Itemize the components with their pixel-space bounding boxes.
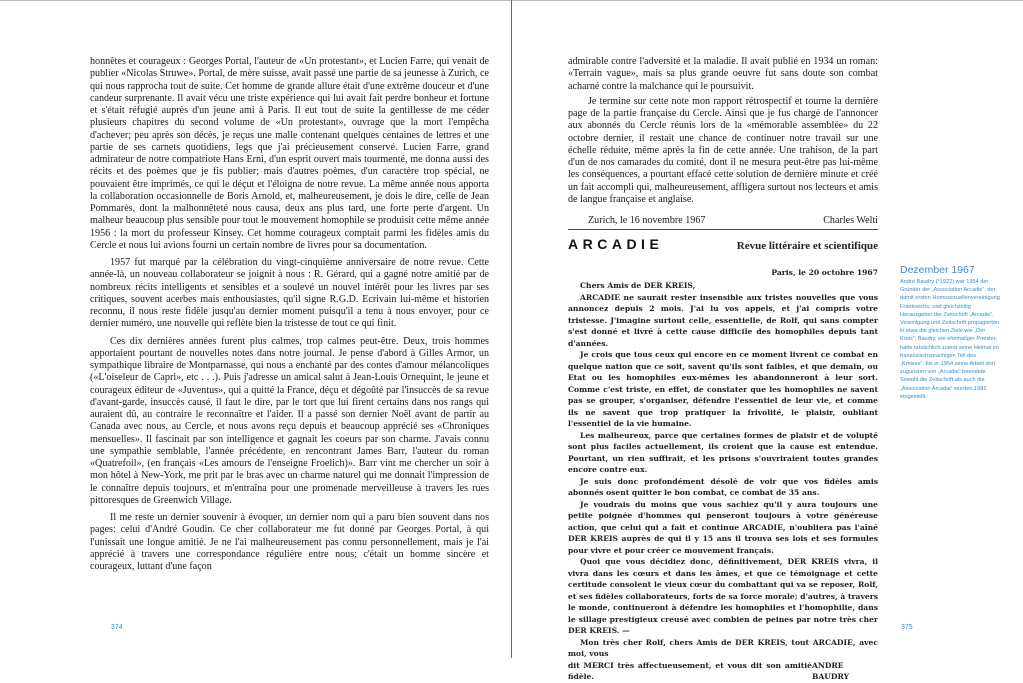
letter-brand: ARCADIE [568, 236, 664, 252]
letter-salutation: Chers Amis de DER KREIS, [580, 281, 696, 290]
paragraph: 1957 fut marqué par la célébration du vingt-cinquième anniversaire de notre revue. Cette année-là, un nouveau collaborateur se joignit à nous : R. Gérard, qui a gagné notre amitié par de nombreux récits intelligents et sensibles et a soulevé un nouvel intérêt pour les livres par ses critiques, souvent acerbes mais enthousiastes, qu'il signe R.G.D. Ecrivain lui-même et historien reconnu, il nous reste fidèle jusqu'au dernier moment puisqu'il a tenu à nous envoyer, pour ce dernier numéro, une nouvelle qui reflète bien la tristesse de tout ce qui finit. [90, 257, 489, 330]
letter-paragraph: Quoi que vous décidiez donc, définitivement, DER KREIS vivra, il vivra dans les cœurs et dans les âmes, et que ce témoignage et cette certitude consolent le vieux cœur du combattant qui va se reposer, Rolf, et ses fidèles collaborateurs, forts de sa force morale; d'autres, à travers le monde, continueront à défendre les homophiles et l'homophilie, dans le sillage prestigieux creusé avec combien de peines par notre très cher DER KREIS. — [568, 557, 878, 635]
arcadie-letter [568, 229, 878, 683]
right-page-text [568, 56, 878, 227]
signoff-place-date: Zurich, le 16 novembre 1967 [588, 215, 706, 226]
margin-note [900, 264, 1000, 401]
page-number-right: 375 [901, 624, 913, 631]
letter-paragraph: ARCADIE ne saurait rester insensible aux tristes nouvelles que vous annoncez depuis 2 mois. J'ai lu vos appels, et j'ai compris votre tristesse. J'imagine surtout celle, essentielle, de Rolf, qui sans compter s'est donné et livré à cette cause difficile des homophiles depuis tant d'années. [568, 292, 878, 348]
paragraph: admirable contre l'adversité et la maladie. Il avait publié en 1934 un roman: «Terrain vague», mais sa plus grande oeuvre fut sans doute son combat acharné contre la malchance qui le poursuivit. [568, 56, 878, 92]
letter-tagline: Revue littéraire et scientifique [736, 240, 878, 252]
letter-closing: Mon très cher Rolf, chers Amis de DER KREIS, tout ARCADIE, avec moi, vous [568, 637, 878, 658]
margin-note-body: André Baudry (*1922) war 1954 der Gründer der „Association Arcadie“, der damit ersten Homosexuellenvereinigung Frankreichs, und gleichzeitig Herausgeber der Zeitschrift „Arcadie“. Vereinigung und Zeitschrift propagierten in etwa die gleichen Ziele wie „Der Kreis“; Baudry, ein ehemaliger Priester, hatte tatsächlich zuerst seine Heimat im französischsprachigen Teil des „Kreises“, bis er 1954 seine Arbeit dort zugunsten von „Arcadie“ beendete. Sowohl die Zeitschrift als auch die „Association Arcadie“ wurden 1982 eingestellt. [900, 279, 1000, 400]
letter-paragraph: Les malheureux, parce que certaines formes de plaisir et de volupté sont plus faciles actuellement, ils croient que la cause est entendue. Pourtant, un rien suffirait, et les prisons s'ouvriraient toutes grandes encore contre eux. [568, 430, 878, 474]
book-gutter [511, 0, 512, 658]
letter-closing-line: dit MERCI très affectueusement, et vous dit son amitié fidèle. [568, 660, 812, 681]
letter-signature: ANDRE BAUDRY [811, 660, 849, 681]
letter-closing-final [568, 660, 878, 683]
paragraph: Je termine sur cette note mon rapport rétrospectif et tourne la dernière page de la partie française du Cercle. Ainsi que je fus chargé de l'annoncer aux abonnés du Cercle réunis lors de la «mémorable assemblée» du 22 octobre dernier, il restait une chance de continuer notre travail sur une échelle réduite, même après la fin de cette année. Une trahison, de la part d'un de nos camarades du comité, dont il ne mesura peut-être pas lui-même les conséquences, a pourtant effacé cette solution de dernière minute et créé un fait accompli qui, malheureusement, affligera surtout nos lecteurs et amis de langue française et anglaise. [568, 95, 878, 205]
letter-paragraph: Je crois que tous ceux qui encore en ce moment livrent ce combat en quelque nation que ce soit, savent qu'ils sont faibles, et que demain, ou Etat ou les homophiles eux-mêmes les abandonneront à leur sort. Comme c'est triste, en effet, de constater que les homophiles ne savent pas se grouper, s'organiser, défendre l'essentiel de leur vie, et comme ils ne savent que trop pratiquer la frivolité, le plaisir, oubliant l'essentiel de la vie humaine. [568, 350, 878, 428]
letter-header [568, 236, 878, 253]
letter-paragraph: Je suis donc profondément désolé de voir que vos fidèles amis abonnés osent quitter le bon combat, ce combat de 35 ans. [568, 476, 878, 497]
signoff-author: Charles Welti [823, 215, 878, 226]
page-number-left: 374 [111, 624, 123, 631]
letter-date: Paris, le 20 octobre 1967 [771, 267, 878, 277]
left-page-text [90, 56, 489, 573]
paragraph: Ces dix dernières années furent plus calmes, trop calmes peut-être. Deux, trois hommes apportaient pourtant de nouvelles notes dans notre journal. Je pense d'abord à Gilles Armor, un sympathique libraire de Montparnasse, qui nous a enchanté par des contes d'amour mélancoliques («L'oiseleur de Capri», etc . . .). Puis j'adresse un amical salut à Jean-Louis Ornequint, le jeune et courageux éditeur de «Juventus», qui a quitté la France, déçu et dégoûté par l'insuccès de sa revue d'avant-garde, insuccès causé, il faut le dire, par le tort que lui firent certains dans nos rangs qui auraient dû, au contraire le reconnaître et l'aider. Il a passé son dernier Noël avant de partir au Canada avec nous, au Cercle, et nous avons reçu depuis et beaucoup apprécié ses «Chroniques mensuelles». Il fascinait par son intelligence et gagnait les coeurs par son charme. J'avais connu une sympathie semblable, l'année précédente, en rencontrant James Barr, l'auteur du roman «Quatrefoil», (en français «Les amours de l'enseigne Froelich)». Barr vint me chercher un soir à mon hôtel à New-York, me prit par le bras avec un charme naturel qui me donnait l'impression de le connaître depuis toujours, et m'entraîna pour une promenade merveilleuse à travers les rues pittoresques de Greenwich Village. [90, 335, 489, 506]
paragraph: Il me reste un dernier souvenir à évoquer, un dernier nom qui a paru bien souvent dans nos pages: celui d'André Goudin. Ce cher collaborateur me fut donné par Georges Portal, à qui l'unissait une longue amitié. Je ne l'ai malheureusement pas connu personnellement, mais je l'ai apprécié à travers une correspondance régulière entre nous; c'était un homme sincère et courageux, luttant d'une façon [90, 512, 489, 572]
letter-paragraph: Je voudrais du moins que vous sachiez qu'il y aura toujours une petite poignée d'hommes qui penseront toujours à votre généreuse action, que celui qui a fait et continue ARCADIE, n'oubliera pas l'aîné DER KREIS auprès de qui il y 15 ans il trouva ses lois et ses formules pour vivre et pour créer ce mouvement français. [568, 499, 878, 555]
margin-note-title: Dezember 1967 [900, 264, 975, 276]
letter-divider [568, 229, 878, 230]
paragraph: honnêtes et courageux : Georges Portal, l'auteur de «Un protestant», et Lucien Farre, qui venait de publier «Nicolas Struwe». Portal, de mère suisse, avait passé une partie de sa jeunesse à Zurich, ce qui nous rapprocha tout de suite. Cet homme de grande allure était d'une extrême douceur et d'une candeur surprenante. Il avait vécu une triste expérience qui lui avait fait perdre bonheur et fortune et s'était réfugié auprès d'un jeune ami à Paris. Il eut tout de suite la gentillesse de me céder plusieurs chapitres du second volume de «Un protestant», ouvrage que la mort l'empêcha d'achever; peu après son décès, je reçus une malle contenant quelques centaines de lettres et une partie de ses carnets quotidiens, legs que j'ai précieusement conservé. Lucien Farre, grand admirateur de notre compatriote Hans Erni, d'un esprit ouvert mais tourmenté, me donna aussi des récits et des poèmes que je fis publier; mais d'autres poèmes, d'un caractère trop spécial, ne pouvaient être imprimés, ce qui le déçut et l'éloigna de notre revue. La même année nous apporta la collaboration occasionnelle de Boris Arnold, et, malheureusement, je dois le dire, celle de Jean Pommarès, dont la malhonnêteté nous causa, deux ans plus tard, une forte perte d'argent. Un malheur beaucoup plus sensible pour tout le mouvement homophile se produisit cette même année 1956 : la mort du professeur Kinsey. Cet homme courageux comptait parmi les fidèles amis du Cercle et nous lui avions fourni un certain nombre de livres pour sa documentation. [90, 56, 489, 251]
signoff [568, 215, 878, 227]
